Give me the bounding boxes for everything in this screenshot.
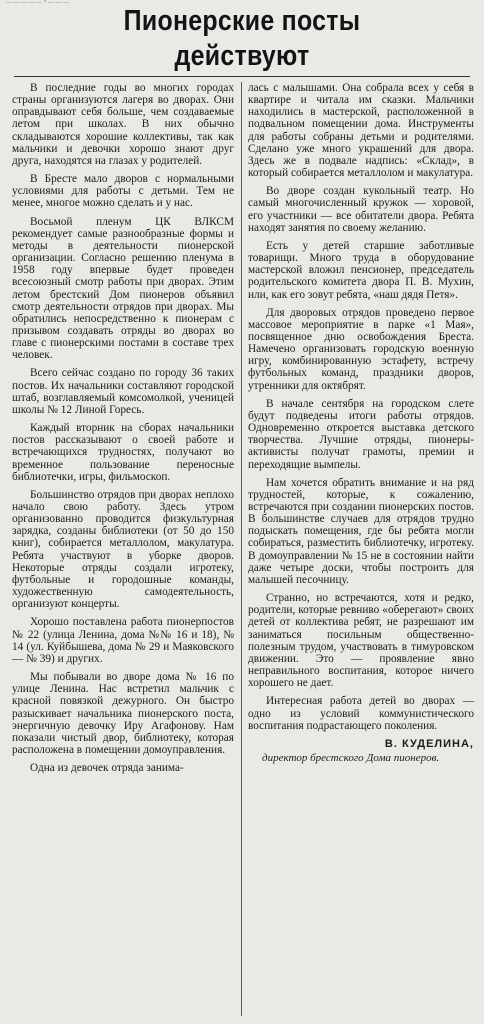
column-divider bbox=[241, 82, 242, 1016]
left-paragraph-2: В Бресте мало дворов с нормальными условиями для работы с детьми. Тем не менее, многое можно сделать и у нас. bbox=[12, 173, 234, 210]
right-paragraph-4: Для дворовых отрядов проведено первое массовое мероприятие в парке «1 Мая», посвященное дню освобождения Бреста. Намечено организовать городскую военную игру, комбинированную эстафету, встречу футбольных команд, праздники дворов, утренники для октябрят. bbox=[248, 306, 474, 392]
author-role: директор брестского Дома пионеров. bbox=[262, 751, 440, 764]
headline-line-2: действуют bbox=[174, 40, 310, 72]
article-headline bbox=[34, 4, 450, 74]
right-paragraph-5: В начале сентября на городском слете будут подведены итоги работы отрядов. Одновременно откроется выставка детского творчества. Лучшие отряды, пионеры-активисты получат грамоты, премии и переходящие вымпелы. bbox=[248, 397, 474, 471]
right-paragraph-3: Есть у детей старшие заботливые товарищи. Много труда в оборудование мастерской вложил пенсионер, председатель родительского комитета двора П. В. Мухин, или, как его зовут ребята, «наш дядя Петя». bbox=[248, 239, 474, 301]
left-column bbox=[12, 82, 234, 1018]
right-paragraph-6: Нам хочется обратить внимание и на ряд трудностей, которые, к сожалению, встречаются при создании пионерских постов. В большинстве случаев для отрядов трудно подыскать помещения, где бы ребята могли собираться, разместить библиотечку, игротеку. В домоуправлении № 15 не в состоянии найти даже четыре доски, чтобы построить для малышей песочницу. bbox=[248, 476, 474, 586]
left-paragraph-7: Хорошо поставлена работа пионерпостов № 22 (улица Ленина, дома №№ 16 и 18), № 14 (ул. Куйбышева, дома № 29 и Маяковского — № 39) и других. bbox=[12, 616, 234, 665]
headline-rule bbox=[14, 76, 470, 77]
left-paragraph-3: Восьмой пленум ЦК ВЛКСМ рекомендует самые разнообразные формы и методы в деятельности пионерской организации. Согласно решению пленума в 1958 году впервые будет проведен всесоюзный смотр работы при дворах. Этим летом брестский Дом пионеров объявил смотр деятельности отрядов при дворах. Мы обратились непосредственно к пионерам с призывом создавать отряды во дворах во главе с пионерскими постами в составе трех человек. bbox=[12, 215, 234, 362]
right-paragraph-7: Странно, но встречаются, хотя и редко, родители, которые ревниво «оберегают» своих детей от коллектива ребят, не разрешают им заниматься посильным общественно-полезным трудом, участвовать в тимуровском движении. Это — проявление явно неправильного воспитания, которое ничего хорошего не дает. bbox=[248, 592, 474, 690]
cut-header-fragment: — — — — — 2 — — — bbox=[6, 0, 69, 3]
left-paragraph-9: Одна из девочек отряда занима- bbox=[30, 762, 184, 775]
right-paragraph-1: лась с малышами. Она собрала всех у себя в квартире и читала им сказки. Мальчики находились в мастерской, расположенной в подвальном помещении дома. Инструменты для работы собраны детьми и родителями. Сделано уже много украшений для двора. Здесь же в подвале надпись: «Склад», в который собирается металлолом и макулатура. bbox=[248, 82, 474, 180]
author-signature: В. КУДЕЛИНА, bbox=[384, 737, 474, 750]
left-paragraph-5: Каждый вторник на сборах начальники постов рассказывают о своей работе и встречающихся трудностях, получают во временное пользование переносные библиотечки, игры, фильмоскоп. bbox=[12, 422, 234, 483]
left-paragraph-1: В последние годы во многих городах страны организуются лагеря во дворах. Они оправдывают себя больше, чем создаваемые летом при школах. В них обычно складываются хорошие коллективы, так как мальчики и девочки хорошо знают друг друга, находятся на глазах у родителей. bbox=[12, 82, 234, 167]
left-paragraph-6: Большинство отрядов при дворах неплохо начало свою работу. Здесь утром организованно проводится физкультурная зарядка, созданы библиотеки (от 50 до 150 книг), собирается металлолом, макулатура. Ребята участвуют в уборке дворов. Некоторые отряды создали игротеку, футбольные и городошные команды, художественную самодеятельность, организуют концерты. bbox=[12, 488, 234, 611]
left-paragraph-8: Мы побывали во дворе дома № 16 по улице Ленина. Нас встретил мальчик с красной повязкой дежурного. Он быстро разыскивает начальника пионерского поста, энергичную девочку Иру Агафонову. Нам показали чистый двор, библиотеку, которая расположена в помещении домоуправления. bbox=[12, 671, 234, 756]
left-paragraph-4: Всего сейчас создано по городу 36 таких постов. Их начальники составляют городской штаб, возглавляемый комсомолкой, ученицей школы № 12 Линой Горесь. bbox=[12, 367, 234, 416]
headline-line-1: Пионерские посты bbox=[123, 5, 361, 37]
right-paragraph-2: Во дворе создан кукольный театр. Но самый многочисленный кружок — хоровой, его участники — все обитатели двора. Ребята находят занятия по своему желанию. bbox=[248, 185, 474, 234]
right-paragraph-8: Интересная работа детей во дворах — одно из условий коммунистического воспитания подрастающего поколения. bbox=[248, 695, 474, 732]
right-column bbox=[248, 82, 474, 1018]
